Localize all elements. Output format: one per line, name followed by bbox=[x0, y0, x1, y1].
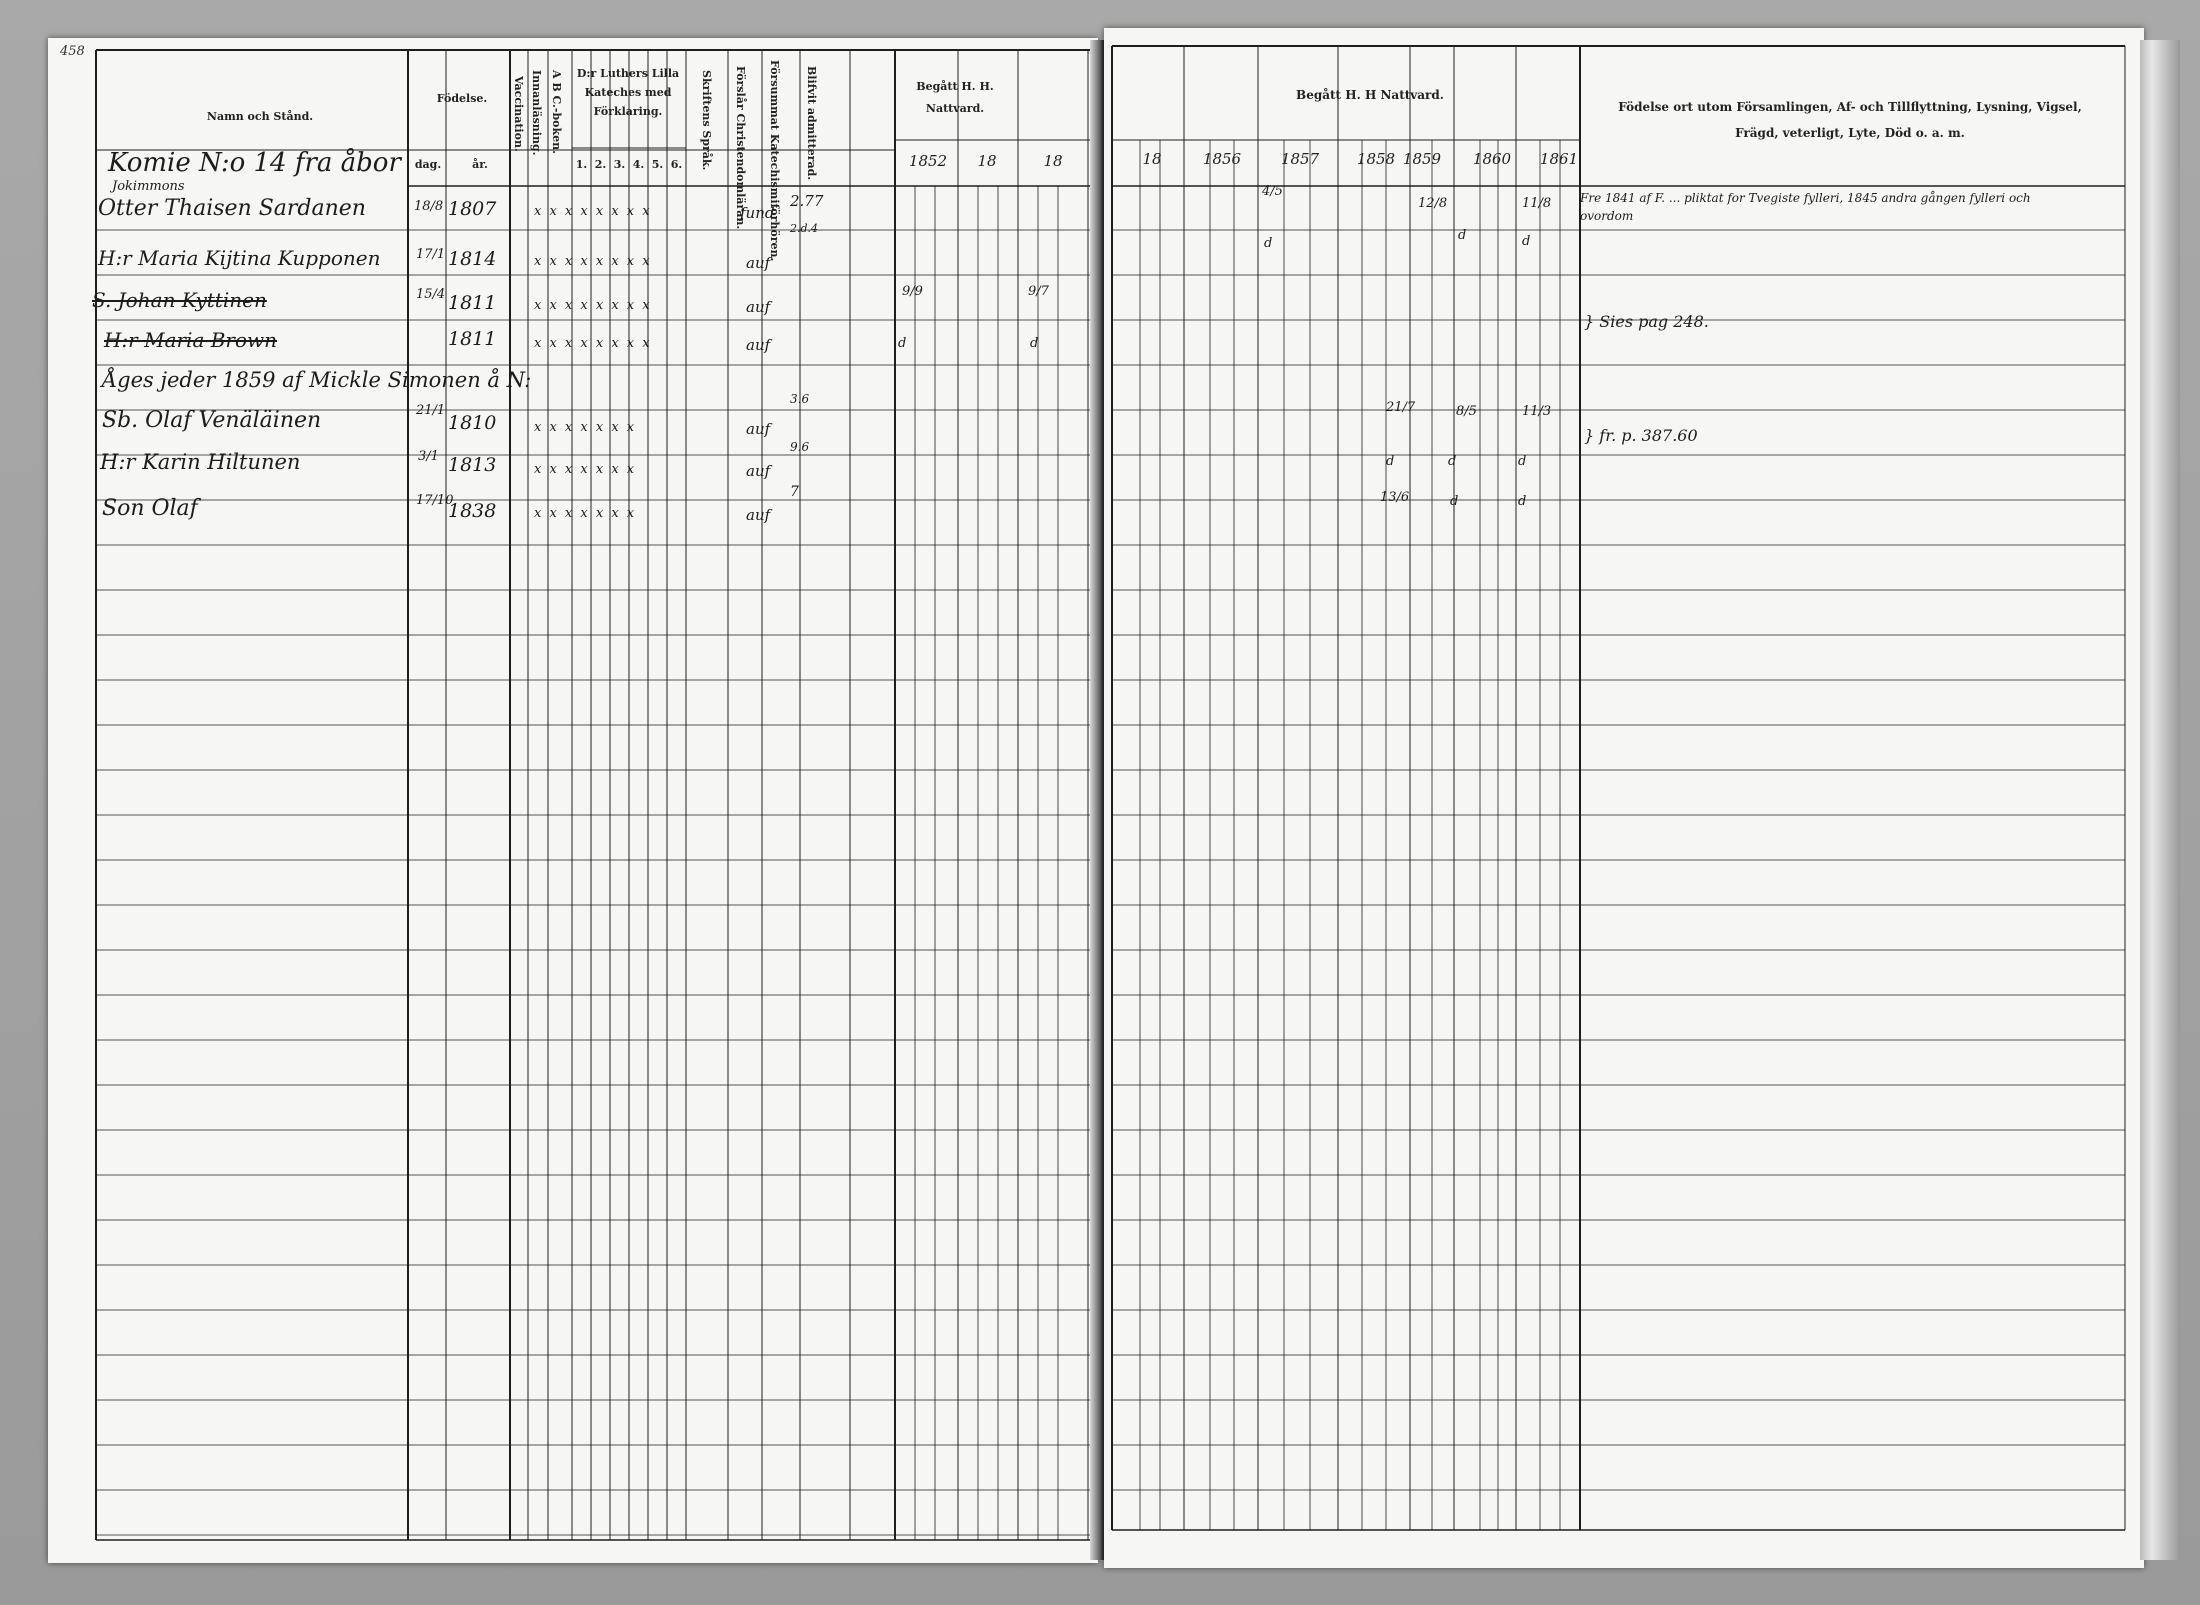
entry-christ: auf bbox=[746, 336, 771, 354]
year-right-3: 1857 bbox=[1280, 150, 1320, 168]
year-right-6: 1860 bbox=[1472, 150, 1512, 168]
communion-mark: d bbox=[1448, 454, 1457, 469]
entry-year: 1813 bbox=[448, 454, 497, 476]
cat-col-5: 5. bbox=[651, 158, 664, 171]
entry-marks: x x x x x x x bbox=[534, 462, 637, 477]
entry-missed: 2.77 bbox=[790, 192, 824, 210]
header-admitted: Blifvit admitterad. bbox=[805, 66, 818, 181]
entry-christ: fund bbox=[740, 204, 775, 222]
entry-year: 1810 bbox=[448, 412, 497, 434]
year-right-2: 1856 bbox=[1202, 150, 1242, 168]
entry-christ: auf bbox=[746, 462, 771, 480]
entry-marks: x x x x x x x bbox=[534, 506, 637, 521]
entry-name: H:r Maria Brown bbox=[104, 328, 278, 352]
header-christ: Förslår Christendomläran. bbox=[734, 66, 747, 230]
remark-line: } Sies pag 248. bbox=[1584, 312, 1709, 331]
communion-mark: 12/8 bbox=[1418, 196, 1448, 211]
entry-missed: 2.d.4 bbox=[790, 222, 819, 235]
header-scripture: Skriftens Språk. bbox=[700, 70, 713, 171]
entry-day: 17/1 bbox=[416, 247, 446, 262]
entry-marks: x x x x x x x bbox=[534, 420, 637, 435]
entry-year: 1807 bbox=[448, 198, 497, 220]
communion-mark: d bbox=[1030, 336, 1039, 351]
header-communion-left: Begått H. H. Nattvard. bbox=[916, 80, 994, 115]
section-note: Åges jeder 1859 af Mickle Simonen å N: bbox=[102, 368, 532, 392]
year-left-1: 1852 bbox=[908, 152, 948, 170]
entry-christ: auf bbox=[746, 254, 771, 272]
header-birth-year: år. bbox=[472, 158, 488, 171]
entry-name: H:r Karin Hiltunen bbox=[100, 450, 301, 474]
communion-mark: 13/6 bbox=[1380, 490, 1410, 505]
cat-col-1: 1. bbox=[575, 158, 588, 171]
entry-name: H:r Maria Kijtina Kupponen bbox=[98, 246, 381, 270]
year-right-4: 1858 bbox=[1356, 150, 1396, 168]
header-communion-right: Begått H. H Nattvard. bbox=[1296, 88, 1444, 102]
header-birth: Födelse. bbox=[436, 92, 488, 105]
remark-line: ovordom bbox=[1580, 209, 1634, 223]
entry-name: Son Olaf bbox=[102, 496, 198, 521]
entry-year: 1811 bbox=[448, 328, 497, 350]
year-right-1: 18 bbox=[1142, 150, 1162, 168]
entry-missed: 7 bbox=[790, 484, 799, 500]
communion-mark: d bbox=[1386, 454, 1395, 469]
entry-prefix: Jokimmons bbox=[112, 179, 185, 194]
communion-mark: 9/7 bbox=[1028, 284, 1049, 299]
entry-marks: x x x x x x x x bbox=[534, 336, 652, 351]
entry-missed: 9.6 bbox=[790, 440, 810, 454]
entry-day: 18/8 bbox=[414, 199, 444, 214]
cat-col-4: 4. bbox=[632, 158, 645, 171]
entry-name: S. Johan Kyttinen bbox=[92, 288, 267, 312]
communion-mark: 9/9 bbox=[902, 284, 923, 299]
entry-christ: auf bbox=[746, 298, 771, 316]
entry-marks: x x x x x x x x bbox=[534, 204, 652, 219]
communion-mark: d bbox=[1264, 236, 1273, 251]
communion-mark: d bbox=[1450, 494, 1459, 509]
page-number: 458 bbox=[60, 44, 85, 59]
communion-mark: 11/8 bbox=[1522, 196, 1552, 211]
entry-day: 21/1 bbox=[416, 403, 446, 418]
entry-day: 3/1 bbox=[418, 449, 439, 464]
communion-mark: d bbox=[898, 336, 907, 351]
communion-mark: d bbox=[1518, 454, 1527, 469]
year-right-7: 1861 bbox=[1539, 150, 1579, 168]
entry-name: Otter Thaisen Sardanen bbox=[98, 196, 366, 221]
entry-day: 17/10 bbox=[416, 493, 454, 508]
remark-line: Fre 1841 af F. ... pliktat for Tvegiste fylleri, 1845 andra gången fylleri och bbox=[1580, 191, 2031, 205]
entry-missed: 3.6 bbox=[790, 392, 810, 406]
header-inoculation: Innanläsning. bbox=[530, 70, 543, 156]
header-birth-day: dag. bbox=[414, 158, 442, 171]
entry-christ: auf bbox=[746, 506, 771, 524]
cat-col-2: 2. bbox=[594, 158, 607, 171]
communion-mark: d bbox=[1522, 234, 1531, 249]
entry-christ: auf bbox=[746, 420, 771, 438]
communion-mark: d bbox=[1458, 228, 1467, 243]
header-catechism: D:r Luthers Lilla Kateches med Förklaring. bbox=[576, 67, 680, 118]
remark-line: } fr. p. 387.60 bbox=[1584, 426, 1698, 445]
year-right-5: 1859 bbox=[1402, 150, 1442, 168]
header-missed: Försummat Katechismiförhören. bbox=[768, 60, 781, 262]
entry-year: 1838 bbox=[448, 500, 497, 522]
household-title: Komie N:o 14 fra åbor bbox=[108, 148, 401, 178]
header-vaccination: Vaccination. bbox=[512, 76, 525, 152]
year-left-2: 18 bbox=[977, 152, 997, 170]
entry-marks: x x x x x x x x bbox=[534, 298, 652, 313]
communion-mark: d bbox=[1518, 494, 1527, 509]
entry-marks: x x x x x x x x bbox=[534, 254, 652, 269]
year-left-3: 18 bbox=[1043, 152, 1063, 170]
entry-year: 1814 bbox=[448, 248, 497, 270]
cat-col-6: 6. bbox=[670, 158, 683, 171]
header-abc: A B C.-boken. bbox=[550, 70, 563, 154]
communion-mark: 8/5 bbox=[1456, 404, 1477, 419]
communion-mark: 21/7 bbox=[1386, 400, 1416, 415]
header-remarks: Födelse ort utom Församlingen, Af- och Tillflyttning, Lysning, Vigsel, Frägd, veterligt, Lyte, Död o. a. m. bbox=[1618, 100, 2082, 140]
entry-name: Sb. Olaf Venäläinen bbox=[102, 408, 322, 433]
entry-year: 1811 bbox=[448, 292, 497, 314]
entry-day: 15/4 bbox=[416, 287, 446, 302]
header-name: Namn och Stånd. bbox=[206, 110, 314, 123]
communion-mark: 11/3 bbox=[1522, 404, 1552, 419]
communion-mark: 4/5 bbox=[1262, 184, 1283, 199]
cat-col-3: 3. bbox=[613, 158, 626, 171]
